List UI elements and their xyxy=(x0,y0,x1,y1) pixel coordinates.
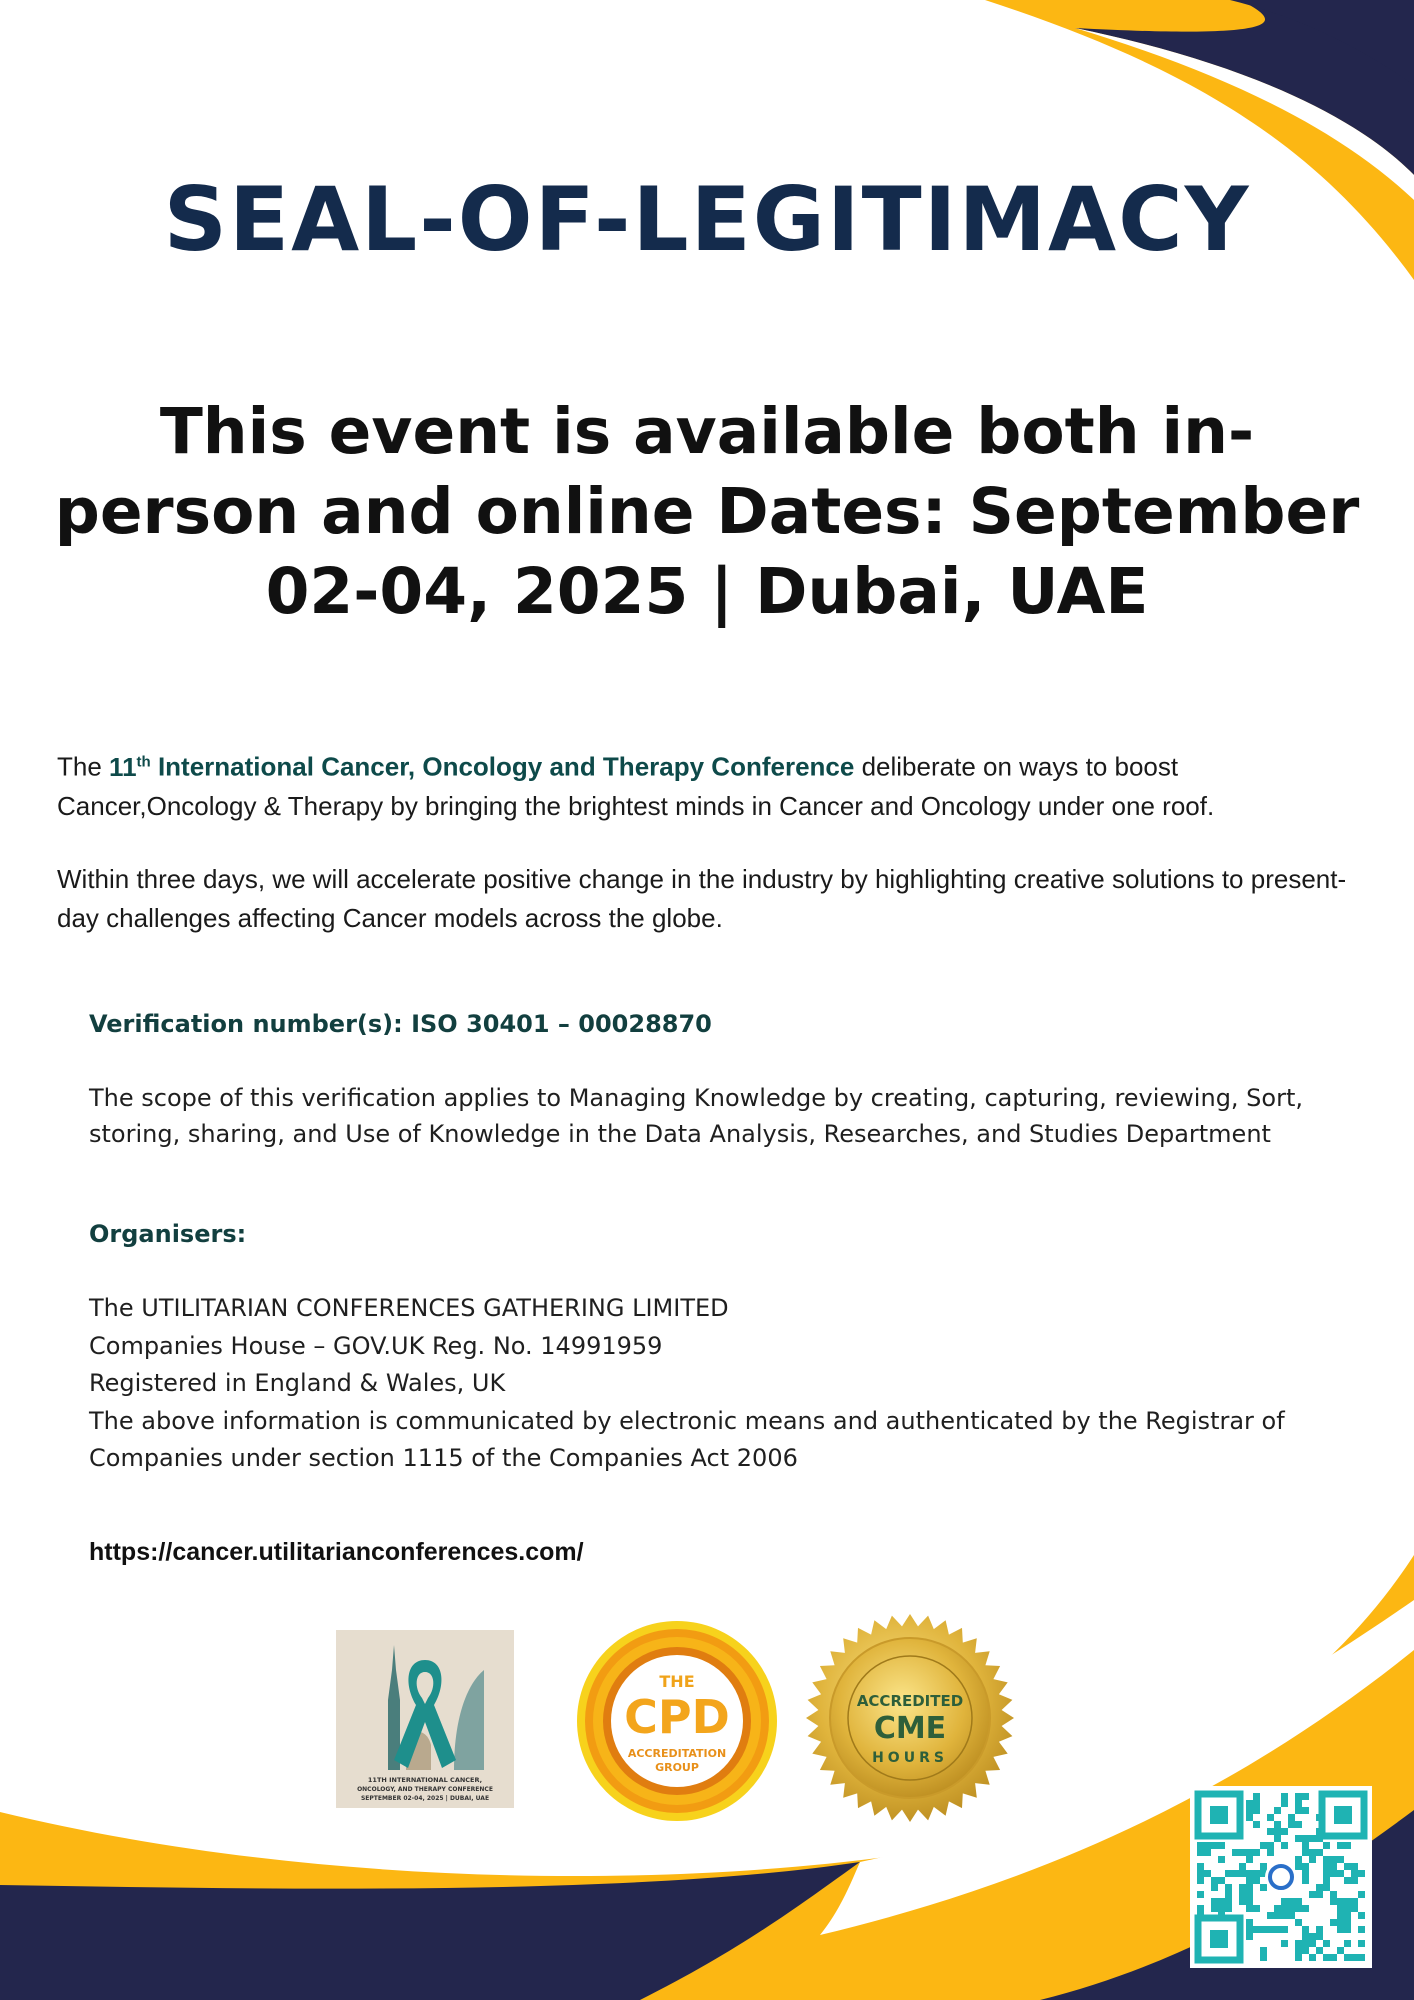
conference-name: International Cancer, Oncology and Therapy Conference xyxy=(157,751,855,782)
qr-module xyxy=(1302,1947,1309,1954)
qr-module xyxy=(1246,1926,1253,1933)
qr-module xyxy=(1309,1835,1316,1842)
qr-module xyxy=(1253,1800,1260,1807)
qr-module xyxy=(1316,1891,1323,1898)
qr-module xyxy=(1260,1884,1267,1891)
qr-module xyxy=(1295,1863,1302,1870)
qr-module xyxy=(1211,1842,1218,1849)
qr-module xyxy=(1260,1926,1267,1933)
qr-module xyxy=(1211,1877,1218,1884)
qr-module xyxy=(1239,1849,1246,1856)
qr-module xyxy=(1281,1842,1288,1849)
qr-module xyxy=(1246,1919,1253,1926)
qr-module xyxy=(1295,1821,1302,1828)
qr-module xyxy=(1295,1940,1302,1947)
qr-module xyxy=(1344,1954,1351,1961)
qr-module xyxy=(1358,1926,1365,1933)
qr-module xyxy=(1260,1947,1267,1954)
organiser-line: Registered in England & Wales, UK xyxy=(89,1369,506,1397)
qr-module xyxy=(1344,1905,1351,1912)
cpd-accreditation-badge xyxy=(574,1618,780,1824)
qr-module xyxy=(1295,1898,1302,1905)
qr-module xyxy=(1246,1891,1253,1898)
qr-module xyxy=(1267,1828,1274,1835)
qr-module xyxy=(1225,1898,1232,1905)
qr-module xyxy=(1246,1884,1253,1891)
qr-module xyxy=(1225,1905,1232,1912)
qr-module xyxy=(1330,1954,1337,1961)
qr-module xyxy=(1316,1926,1323,1933)
qr-module xyxy=(1344,1842,1351,1849)
qr-module xyxy=(1239,1898,1246,1905)
qr-module xyxy=(1246,1856,1253,1863)
qr-module xyxy=(1316,1933,1323,1940)
qr-module xyxy=(1302,1849,1309,1856)
qr-module xyxy=(1253,1870,1260,1877)
event-logo-caption-2: ONCOLOGY, AND THERAPY CONFERENCE xyxy=(357,1786,493,1793)
ordinal-suffix: th xyxy=(136,753,151,770)
qr-module xyxy=(1295,1807,1302,1814)
qr-module xyxy=(1302,1933,1309,1940)
qr-module xyxy=(1295,1800,1302,1807)
qr-module xyxy=(1274,1828,1281,1835)
qr-module xyxy=(1295,1954,1302,1961)
qr-module xyxy=(1204,1849,1211,1856)
qr-module xyxy=(1204,1842,1211,1849)
qr-module xyxy=(1246,1905,1253,1912)
organiser-line: The UTILITARIAN CONFERENCES GATHERING LIMITED xyxy=(89,1294,729,1322)
cme-badge-line2: CME xyxy=(873,1711,947,1746)
qr-module xyxy=(1288,1821,1295,1828)
qr-module xyxy=(1344,1898,1351,1905)
qr-module xyxy=(1246,1807,1253,1814)
verification-number: Verification number(s): ISO 30401 – 00028870 xyxy=(89,1010,712,1038)
qr-module xyxy=(1197,1877,1204,1884)
organisers-heading: Organisers: xyxy=(89,1220,247,1248)
qr-module xyxy=(1295,1835,1302,1842)
qr-code-icon xyxy=(1190,1786,1372,1968)
qr-module xyxy=(1267,1814,1274,1821)
qr-module xyxy=(1302,1926,1309,1933)
qr-module xyxy=(1246,1849,1253,1856)
qr-module xyxy=(1281,1800,1288,1807)
qr-module xyxy=(1225,1891,1232,1898)
qr-module xyxy=(1358,1940,1365,1947)
qr-module xyxy=(1197,1905,1204,1912)
qr-module xyxy=(1351,1898,1358,1905)
qr-module xyxy=(1351,1877,1358,1884)
qr-module xyxy=(1316,1947,1323,1954)
qr-module xyxy=(1253,1926,1260,1933)
qr-module xyxy=(1253,1877,1260,1884)
conference-url-link[interactable]: https://cancer.utilitarianconferences.com/ xyxy=(89,1538,584,1566)
qr-module xyxy=(1274,1905,1281,1912)
intro-paragraph-2: Within three days, we will accelerate positive change in the industry by highlighting creative solutions to present-day challenges affecting Cancer models across the globe. xyxy=(57,864,1347,933)
qr-module xyxy=(1211,1884,1218,1891)
qr-module xyxy=(1344,1877,1351,1884)
qr-module xyxy=(1309,1933,1316,1940)
qr-module xyxy=(1197,1863,1204,1870)
qr-module xyxy=(1218,1856,1225,1863)
qr-module xyxy=(1204,1870,1211,1877)
event-logo xyxy=(336,1630,514,1808)
qr-module xyxy=(1218,1842,1225,1849)
qr-module xyxy=(1246,1800,1253,1807)
qr-module xyxy=(1316,1849,1323,1856)
qr-module xyxy=(1274,1912,1281,1919)
qr-module xyxy=(1274,1807,1281,1814)
qr-module xyxy=(1344,1912,1351,1919)
qr-module xyxy=(1302,1807,1309,1814)
qr-module xyxy=(1274,1926,1281,1933)
qr-module xyxy=(1225,1884,1232,1891)
qr-module xyxy=(1302,1793,1309,1800)
qr-module xyxy=(1281,1926,1288,1933)
qr-module xyxy=(1239,1863,1246,1870)
qr-module xyxy=(1316,1884,1323,1891)
qr-module xyxy=(1260,1863,1267,1870)
qr-module xyxy=(1344,1940,1351,1947)
qr-module xyxy=(1351,1870,1358,1877)
qr-module xyxy=(1358,1954,1365,1961)
qr-module xyxy=(1295,1919,1302,1926)
qr-module xyxy=(1232,1849,1239,1856)
qr-module xyxy=(1267,1849,1274,1856)
qr-module xyxy=(1225,1870,1232,1877)
qr-module xyxy=(1351,1954,1358,1961)
qr-module xyxy=(1323,1954,1330,1961)
qr-module xyxy=(1260,1954,1267,1961)
qr-module xyxy=(1323,1940,1330,1947)
qr-module xyxy=(1323,1884,1330,1891)
qr-module xyxy=(1281,1828,1288,1835)
cpd-badge-line4: GROUP xyxy=(655,1761,699,1774)
qr-module xyxy=(1302,1905,1309,1912)
qr-module xyxy=(1309,1954,1316,1961)
ordinal-number: 11 xyxy=(109,751,137,782)
qr-module xyxy=(1246,1877,1253,1884)
qr-module xyxy=(1281,1905,1288,1912)
qr-module xyxy=(1211,1898,1218,1905)
qr-module xyxy=(1246,1870,1253,1877)
conference-ordinal xyxy=(109,752,151,782)
intro-lead: The xyxy=(57,751,102,782)
qr-module xyxy=(1330,1919,1337,1926)
qr-module xyxy=(1337,1898,1344,1905)
qr-module xyxy=(1302,1870,1309,1877)
qr-module xyxy=(1358,1912,1365,1919)
qr-module xyxy=(1358,1891,1365,1898)
qr-module xyxy=(1330,1856,1337,1863)
qr-module xyxy=(1344,1919,1351,1926)
event-subtitle: This event is available both in-person and online Dates: September 02-04, 2025 | Dubai, UAE xyxy=(54,395,1360,628)
qr-module xyxy=(1295,1947,1302,1954)
organisers-details xyxy=(89,1290,1369,1478)
qr-module xyxy=(1274,1821,1281,1828)
qr-module xyxy=(1260,1842,1267,1849)
qr-module xyxy=(1337,1926,1344,1933)
qr-module xyxy=(1246,1933,1253,1940)
qr-module xyxy=(1302,1835,1309,1842)
cpd-badge-line1: THE xyxy=(659,1672,695,1691)
qr-module xyxy=(1281,1793,1288,1800)
qr-module xyxy=(1302,1877,1309,1884)
qr-module xyxy=(1274,1835,1281,1842)
qr-module xyxy=(1246,1814,1253,1821)
qr-module xyxy=(1288,1814,1295,1821)
event-logo-caption-3: SEPTEMBER 02-04, 2025 | DUBAI, UAE xyxy=(360,1795,490,1802)
qr-module xyxy=(1253,1793,1260,1800)
qr-module xyxy=(1302,1940,1309,1947)
qr-module xyxy=(1344,1926,1351,1933)
qr-module xyxy=(1232,1870,1239,1877)
cpd-badge-line2: CPD xyxy=(624,1690,730,1744)
qr-module xyxy=(1211,1905,1218,1912)
qr-module xyxy=(1267,1842,1274,1849)
qr-module xyxy=(1239,1891,1246,1898)
qr-module xyxy=(1309,1849,1316,1856)
qr-module xyxy=(1288,1905,1295,1912)
qr-module xyxy=(1337,1905,1344,1912)
qr-module xyxy=(1197,1849,1204,1856)
cme-accreditation-badge xyxy=(804,1612,1016,1824)
qr-module xyxy=(1351,1863,1358,1870)
qr-module xyxy=(1253,1849,1260,1856)
qr-module xyxy=(1295,1793,1302,1800)
qr-module xyxy=(1337,1842,1344,1849)
qr-module xyxy=(1288,1898,1295,1905)
event-logo-caption-1: 11TH INTERNATIONAL CANCER, xyxy=(367,1776,483,1784)
qr-module xyxy=(1302,1842,1309,1849)
qr-module xyxy=(1330,1863,1337,1870)
qr-module xyxy=(1246,1898,1253,1905)
page-title: SEAL-OF-LEGITIMACY xyxy=(163,168,1251,271)
qr-module xyxy=(1309,1856,1316,1863)
qr-module xyxy=(1197,1891,1204,1898)
qr-module xyxy=(1337,1919,1344,1926)
qr-module xyxy=(1344,1863,1351,1870)
qr-module xyxy=(1253,1905,1260,1912)
qr-module xyxy=(1351,1905,1358,1912)
qr-module xyxy=(1330,1891,1337,1898)
intro-paragraph xyxy=(57,742,1367,826)
qr-module xyxy=(1197,1842,1204,1849)
qr-module xyxy=(1309,1940,1316,1947)
qr-module xyxy=(1337,1912,1344,1919)
qr-module xyxy=(1281,1898,1288,1905)
qr-module xyxy=(1288,1912,1295,1919)
qr-module xyxy=(1295,1856,1302,1863)
qr-module xyxy=(1323,1842,1330,1849)
qr-module xyxy=(1239,1884,1246,1891)
qr-module xyxy=(1281,1912,1288,1919)
qr-module xyxy=(1295,1905,1302,1912)
cme-badge-line3: HOURS xyxy=(872,1750,948,1766)
qr-module xyxy=(1218,1905,1225,1912)
cpd-badge-line3: ACCREDITATION xyxy=(627,1747,727,1760)
qr-module xyxy=(1253,1821,1260,1828)
qr-module xyxy=(1267,1912,1274,1919)
verification-scope: The scope of this verification applies to Managing Knowledge by creating, capturing, reviewing, Sort, storing, sharing, and Use of Knowledge in the Data Analysis, Researches, and Studies Department xyxy=(89,1084,1304,1148)
qr-module xyxy=(1323,1856,1330,1863)
qr-module xyxy=(1218,1877,1225,1884)
qr-module xyxy=(1323,1877,1330,1884)
qr-module xyxy=(1323,1863,1330,1870)
qr-module xyxy=(1309,1891,1316,1898)
qr-module xyxy=(1337,1870,1344,1877)
organiser-line: Companies House – GOV.UK Reg. No. 14991959 xyxy=(89,1331,663,1360)
qr-module xyxy=(1337,1856,1344,1863)
qr-module xyxy=(1323,1870,1330,1877)
qr-module xyxy=(1302,1863,1309,1870)
qr-module xyxy=(1267,1926,1274,1933)
qr-module xyxy=(1337,1947,1344,1954)
qr-module xyxy=(1197,1870,1204,1877)
qr-module xyxy=(1281,1940,1288,1947)
qr-module xyxy=(1253,1807,1260,1814)
qr-module xyxy=(1358,1870,1365,1877)
qr-module xyxy=(1330,1870,1337,1877)
qr-module xyxy=(1330,1898,1337,1905)
organiser-line: The above information is communicated by electronic means and authenticated by the Registrar of Companies under section 1115 of the Companies Act 2006 xyxy=(89,1406,1285,1472)
qr-module xyxy=(1239,1870,1246,1877)
cme-badge-line1: ACCREDITED xyxy=(856,1692,964,1710)
qr-module xyxy=(1218,1898,1225,1905)
intro-rest: deliberate on ways to boost Cancer,Oncology & Therapy by bringing the brightest minds in Cancer and Oncology under one roof. xyxy=(57,751,1215,821)
